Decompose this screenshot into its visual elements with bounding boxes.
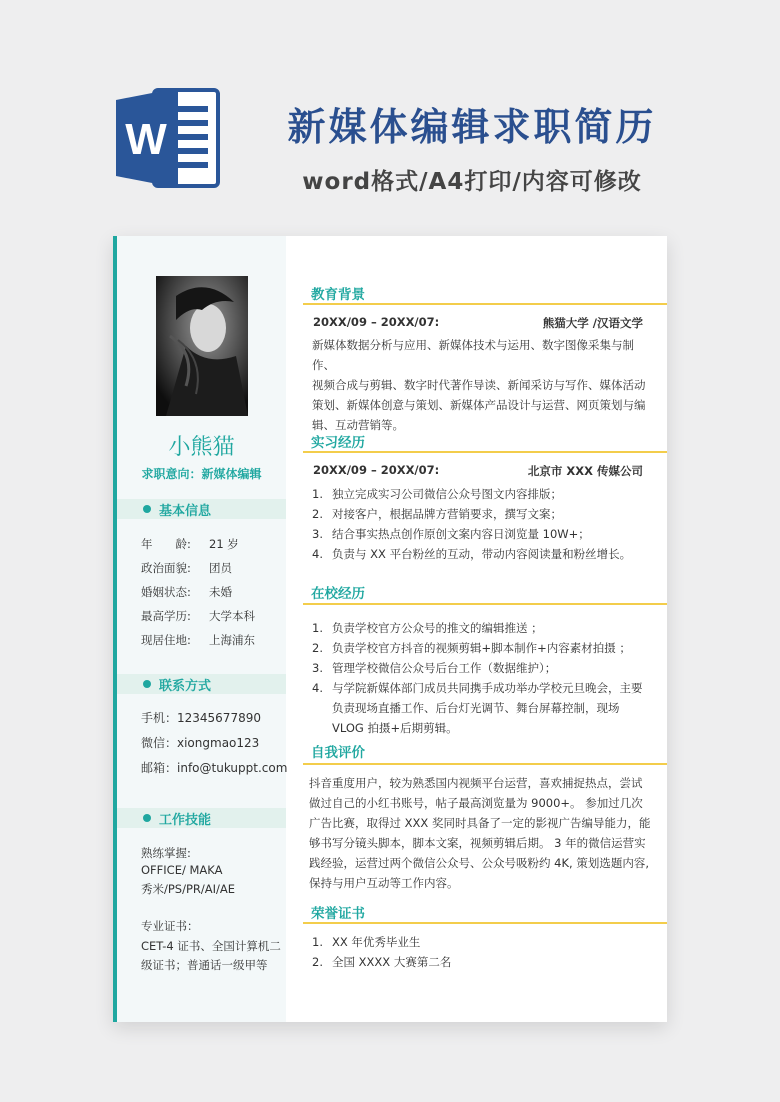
section-header-basic [117, 499, 286, 519]
list-number: 1. [312, 621, 323, 635]
info-value: 团员 [209, 561, 232, 575]
section-title-education: 教育背景 [311, 287, 365, 303]
section-title-internship: 实习经历 [311, 435, 365, 451]
banner [0, 0, 780, 230]
section-rule [303, 922, 667, 924]
profile-photo [156, 276, 248, 416]
skill-line: 熟练掌握: [141, 846, 191, 860]
list-item [312, 638, 652, 658]
list-item [312, 504, 652, 524]
section-title-campus: 在校经历 [311, 586, 365, 602]
campus-list [312, 618, 652, 738]
list-number: 3. [312, 661, 323, 675]
list-text: 负责学校官方公众号的推文的编辑推送 ； [332, 621, 543, 635]
section-rule [303, 303, 667, 305]
list-item [312, 618, 652, 638]
internship-date: 20XX/09 – 20XX/07: [313, 463, 440, 477]
bullet-dot-icon [143, 505, 151, 513]
list-item [312, 932, 652, 952]
cert-line: CET-4 证书、全国计算机二 [141, 939, 281, 953]
list-number: 4. [312, 547, 323, 561]
list-number: 1. [312, 935, 323, 949]
section-title-self-eval: 自我评价 [311, 745, 365, 761]
list-text: 独立完成实习公司微信公众号图文内容排版； [332, 487, 562, 501]
list-number: 3. [312, 527, 323, 541]
list-number: 2. [312, 641, 323, 655]
text-line: 保持与用户互动等工作内容。 [309, 876, 459, 890]
list-text: 负责学校官方抖音的视频剪辑+脚本制作+内容素材拍摄 ； [332, 641, 631, 655]
section-rule [303, 451, 667, 453]
list-item [312, 524, 652, 544]
section-rule [303, 763, 667, 765]
education-date: 20XX/09 – 20XX/07: [313, 315, 440, 329]
info-key: 政治面貌: [141, 561, 191, 575]
education-courses [312, 335, 647, 435]
list-number: 4. [312, 681, 323, 695]
info-row-residence [141, 632, 255, 648]
contact-wechat: 微信：xiongmao123 [141, 736, 260, 750]
section-header-skills [117, 808, 286, 828]
list-item [312, 678, 652, 738]
text-line: 做过自己的小红书账号，帖子最高浏览量为 9000+。 参加过几次 [309, 796, 643, 810]
info-row-political [141, 560, 232, 576]
info-key: 年 龄: [141, 537, 191, 551]
info-value: 大学本科 [209, 609, 255, 623]
list-number: 2. [312, 955, 323, 969]
candidate-name: 小熊猫 [168, 435, 235, 460]
skill-line: 秀米/PS/PR/AI/AE [141, 882, 236, 896]
word-logo-letter: W [125, 115, 167, 164]
text-line: 够书写分镜头脚本，脚本文案，视频剪辑后期。 3 年的微信运营实 [309, 836, 646, 850]
list-text: 结合事实热点创作原创文案内容日浏览量 10W+； [332, 527, 590, 541]
cert-line: 专业证书： [141, 919, 199, 933]
text-line: 广告比赛，取得过 XXX 奖同时具备了一定的影视广告编导能力，能 [309, 816, 651, 830]
list-number: 2. [312, 507, 323, 521]
list-item [312, 544, 652, 564]
list-item [312, 952, 652, 972]
info-value: 21 岁 [209, 537, 239, 551]
contact-email: 邮箱：info@tukuppt.com [141, 761, 288, 775]
info-value: 上海浦东 [209, 633, 255, 647]
honors-list [312, 932, 652, 972]
list-text: 管理学校微信公众号后台工作（数据维护）； [332, 661, 557, 675]
list-number: 1. [312, 487, 323, 501]
portrait-image [156, 276, 248, 416]
word-doc-icon [114, 84, 222, 192]
section-title-contact: 联系方式 [159, 679, 212, 694]
self-eval-text [309, 773, 654, 893]
list-text: 与学院新媒体部门成员共同携手成功举办学校元旦晚会，主要负责现场直播工作、后台灯光调节、舞台屏幕控制，现场 VLOG 拍摄+后期剪辑。 [332, 681, 643, 735]
list-item [312, 484, 652, 504]
list-text: XX 年优秀毕业生 [332, 935, 421, 949]
section-title-basic: 基本信息 [159, 504, 212, 519]
text-line: 视频合成与剪辑、数字时代著作导读、新闻采访与写作、媒体活动 [312, 378, 646, 392]
resume-page [113, 236, 667, 1022]
text-line: 践经验，运营过两个微信公众号、公众号吸粉约 4K, 策划选题内容, [309, 856, 649, 870]
internship-list [312, 484, 652, 564]
banner-title: 新媒体编辑求职简历 [287, 105, 657, 149]
list-text: 全国 XXXX 大赛第二名 [332, 955, 452, 969]
info-row-age [141, 536, 239, 552]
job-intent: 求职意向：新媒体编辑 [141, 467, 262, 481]
info-key: 现居住地: [141, 633, 191, 647]
bullet-dot-icon [143, 680, 151, 688]
text-line: 辑、互动营销等。 [312, 418, 404, 432]
banner-subtitle: word格式/A4打印/内容可修改 [302, 169, 642, 195]
text-line: 新媒体数据分析与应用、新媒体技术与运用、数字图像采集与制作、 [312, 338, 634, 372]
cert-line: 级证书；普通话一级甲等 [141, 958, 268, 972]
education-school: 熊猫大学 /汉语文学 [542, 316, 643, 330]
info-key: 最高学历: [141, 609, 191, 623]
section-title-honors: 荣誉证书 [311, 906, 365, 922]
contact-phone: 手机：12345677890 [141, 711, 261, 725]
skill-line: OFFICE/ MAKA [141, 863, 223, 877]
list-item [312, 658, 652, 678]
info-key: 婚姻状态: [141, 585, 191, 599]
section-rule [303, 603, 667, 605]
info-value: 未婚 [209, 585, 232, 599]
text-line: 抖音重度用户，较为熟悉国内视频平台运营，喜欢捕捉热点，尝试 [309, 776, 643, 790]
list-text: 对接客户，根据品牌方营销要求，撰写文案； [332, 507, 562, 521]
info-row-education [141, 608, 255, 624]
resume-sidebar [113, 236, 286, 1022]
section-title-skills: 工作技能 [159, 813, 212, 828]
info-row-marital [141, 584, 232, 600]
internship-company: 北京市 XXX 传媒公司 [527, 464, 643, 478]
section-header-contact [117, 674, 286, 694]
bullet-dot-icon [143, 814, 151, 822]
list-text: 负责与 XX 平台粉丝的互动，带动内容阅读量和粉丝增长。 [332, 547, 632, 561]
text-line: 策划、新媒体创意与策划、新媒体产品设计与运营、网页策划与编 [312, 398, 646, 412]
